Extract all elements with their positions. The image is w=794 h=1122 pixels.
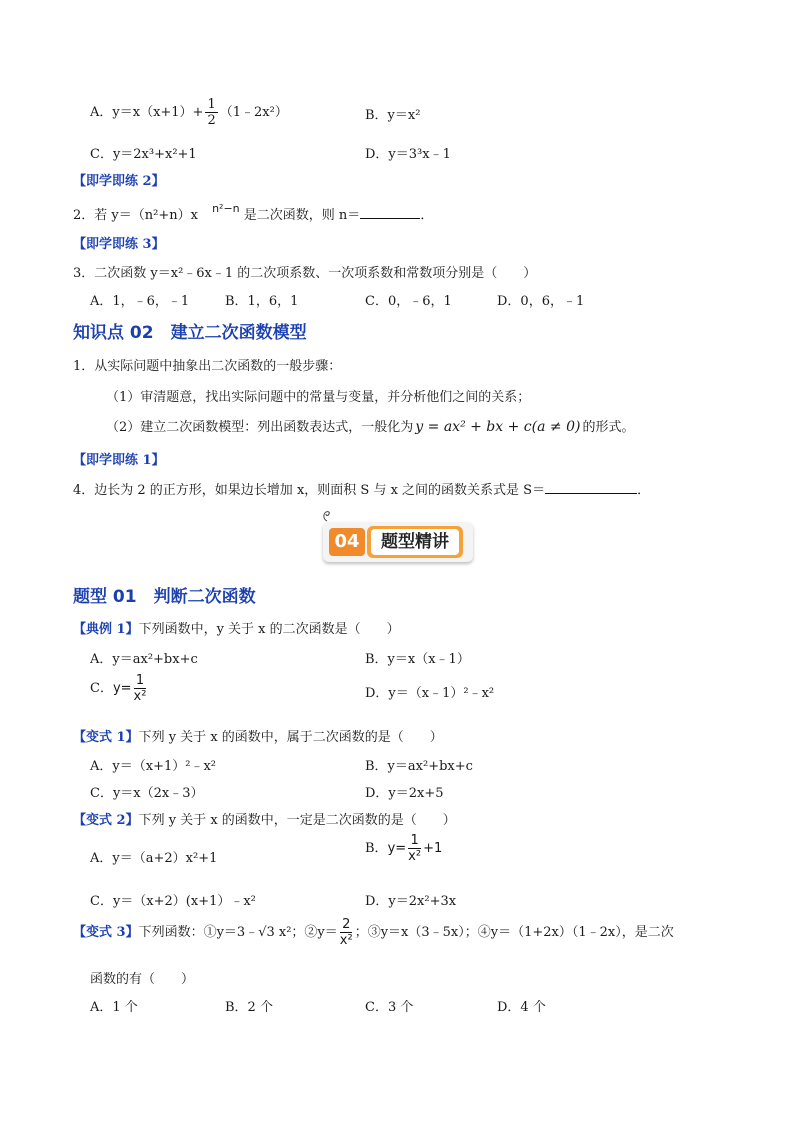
option-a-text: y＝x（x+1）+ [112, 105, 204, 120]
step-2 [106, 416, 634, 435]
variant-1 [73, 726, 443, 745]
option-b: B．2 个 [225, 1000, 273, 1015]
variant-question-cont: ；③y＝x（3﹣5x）；④y＝（1+2x）（1﹣2x），是二次 [354, 925, 674, 940]
option-a-text-end: （1﹣2x²） [219, 105, 288, 120]
example-tag: 【典例 1】 [73, 622, 139, 637]
option-c-text: y= [112, 681, 132, 696]
option-d: D．y＝3³x﹣1 [365, 147, 451, 162]
question-2 [73, 204, 433, 223]
option-a: A．y＝（a+2）x²+1 [90, 851, 218, 866]
section-title: 题型 01 判断二次函数 [73, 587, 256, 607]
variant-question: 下列 y 关于 x 的函数中，属于二次函数的是（ ） [138, 730, 443, 745]
step-2-text: （2）建立二次函数模型：列出函数表达式，一般化为 [106, 420, 414, 435]
example-1 [73, 618, 400, 637]
option-c: C．y＝（x+2）(x+1）﹣x² [90, 894, 256, 909]
paperclip-icon [322, 508, 332, 522]
option-c-label: C． [90, 681, 113, 696]
section-title: 知识点 02 建立二次函数模型 [73, 323, 307, 343]
exponent: n²−n [212, 202, 240, 215]
variant-3-line2: 函数的有（ ） [90, 972, 195, 987]
option-c [90, 674, 148, 703]
option-c: C．y＝2x³+x²+1 [90, 147, 197, 162]
variant-question: 下列 y 关于 x 的函数中，一定是二次函数的是（ ） [138, 813, 456, 828]
banner-title: 题型精讲 [371, 529, 459, 555]
option-d: D．y＝2x+5 [365, 786, 444, 801]
section-banner [323, 522, 473, 562]
variant-tag: 【变式 2】 [73, 813, 139, 828]
fraction-denominator: x² [408, 849, 422, 864]
option-b: B．y＝x² [365, 108, 421, 123]
option-a: A．1 个 [90, 1000, 138, 1015]
steps-intro: 1．从实际问题中抽象出二次函数的一般步骤： [73, 359, 342, 374]
question-4-text: 4．边长为 2 的正方形，如果边长增加 x，则面积 S 与 x 之间的函数关系式是 S＝ [73, 483, 546, 498]
formula: y = ax² + bx + c(a ≠ 0) [415, 419, 581, 435]
period: ． [637, 483, 651, 498]
step-1: （1）审清题意，找出实际问题中的常量与变量，并分析他们之间的关系； [106, 390, 531, 405]
fraction-denominator: x² [339, 933, 353, 948]
option-a: A．y＝ax²+bx+c [90, 652, 198, 667]
option-d: D．y＝（x﹣1）²﹣x² [365, 686, 495, 701]
fraction-denominator: 2 [207, 113, 216, 128]
option-c: C．0，﹣6，1 [365, 294, 452, 309]
fraction-numerator: 1 [135, 673, 145, 688]
variant-3 [73, 918, 674, 947]
option-d: D．y＝2x²+3x [365, 894, 457, 909]
option-b-label: B． [365, 841, 388, 856]
question-3: 3．二次函数 y＝x²﹣6x﹣1 的二次项系数、一次项系数和常数项分别是（ ） [73, 266, 537, 281]
option-c: C．3 个 [365, 1000, 414, 1015]
question-2-text-end: 是二次函数，则 n＝ [243, 208, 361, 223]
fraction-numerator: 1 [207, 97, 216, 112]
option-a [90, 98, 288, 127]
option-d: D．0，6，﹣1 [497, 294, 585, 309]
option-a-label: A． [90, 105, 113, 120]
option-b-text: y= [387, 841, 407, 856]
option-c: C．y＝x（2x﹣3） [90, 786, 204, 801]
option-b: B．y＝x（x﹣1） [365, 652, 470, 667]
option-b: B．1，6，1 [225, 294, 299, 309]
fraction-numerator: 1 [410, 833, 419, 848]
answer-blank[interactable] [360, 206, 420, 219]
fraction-numerator: 2 [342, 917, 351, 932]
answer-blank[interactable] [545, 481, 637, 494]
practice-tag: 【即学即练 1】 [73, 453, 165, 468]
variant-question: 下列函数：①y＝3﹣√3 x²；②y＝ [138, 925, 338, 940]
fraction [408, 834, 421, 863]
variant-tag: 【变式 3】 [73, 925, 139, 940]
fraction [340, 918, 353, 947]
fraction [134, 674, 147, 703]
variant-2 [73, 809, 456, 828]
question-2-text: 2．若 y＝（n²+n）x [73, 208, 198, 223]
question-4 [73, 479, 650, 498]
option-b-text-end: +1 [423, 841, 443, 856]
practice-tag: 【即学即练 2】 [73, 174, 165, 189]
period: ． [420, 208, 434, 223]
option-a: A．1，﹣6，﹣1 [90, 294, 190, 309]
fraction-denominator: x² [133, 689, 147, 704]
option-b: B．y＝ax²+bx+c [365, 759, 473, 774]
fraction [205, 98, 217, 127]
variant-tag: 【变式 1】 [73, 730, 139, 745]
step-2-text-end: 的形式。 [582, 420, 635, 435]
option-d: D．4 个 [497, 1000, 546, 1015]
banner-number: 04 [329, 528, 365, 556]
example-question: 下列函数中，y 关于 x 的二次函数是（ ） [138, 622, 400, 637]
option-b [365, 834, 442, 863]
option-a: A．y＝（x+1）²﹣x² [90, 759, 216, 774]
practice-tag: 【即学即练 3】 [73, 237, 165, 252]
